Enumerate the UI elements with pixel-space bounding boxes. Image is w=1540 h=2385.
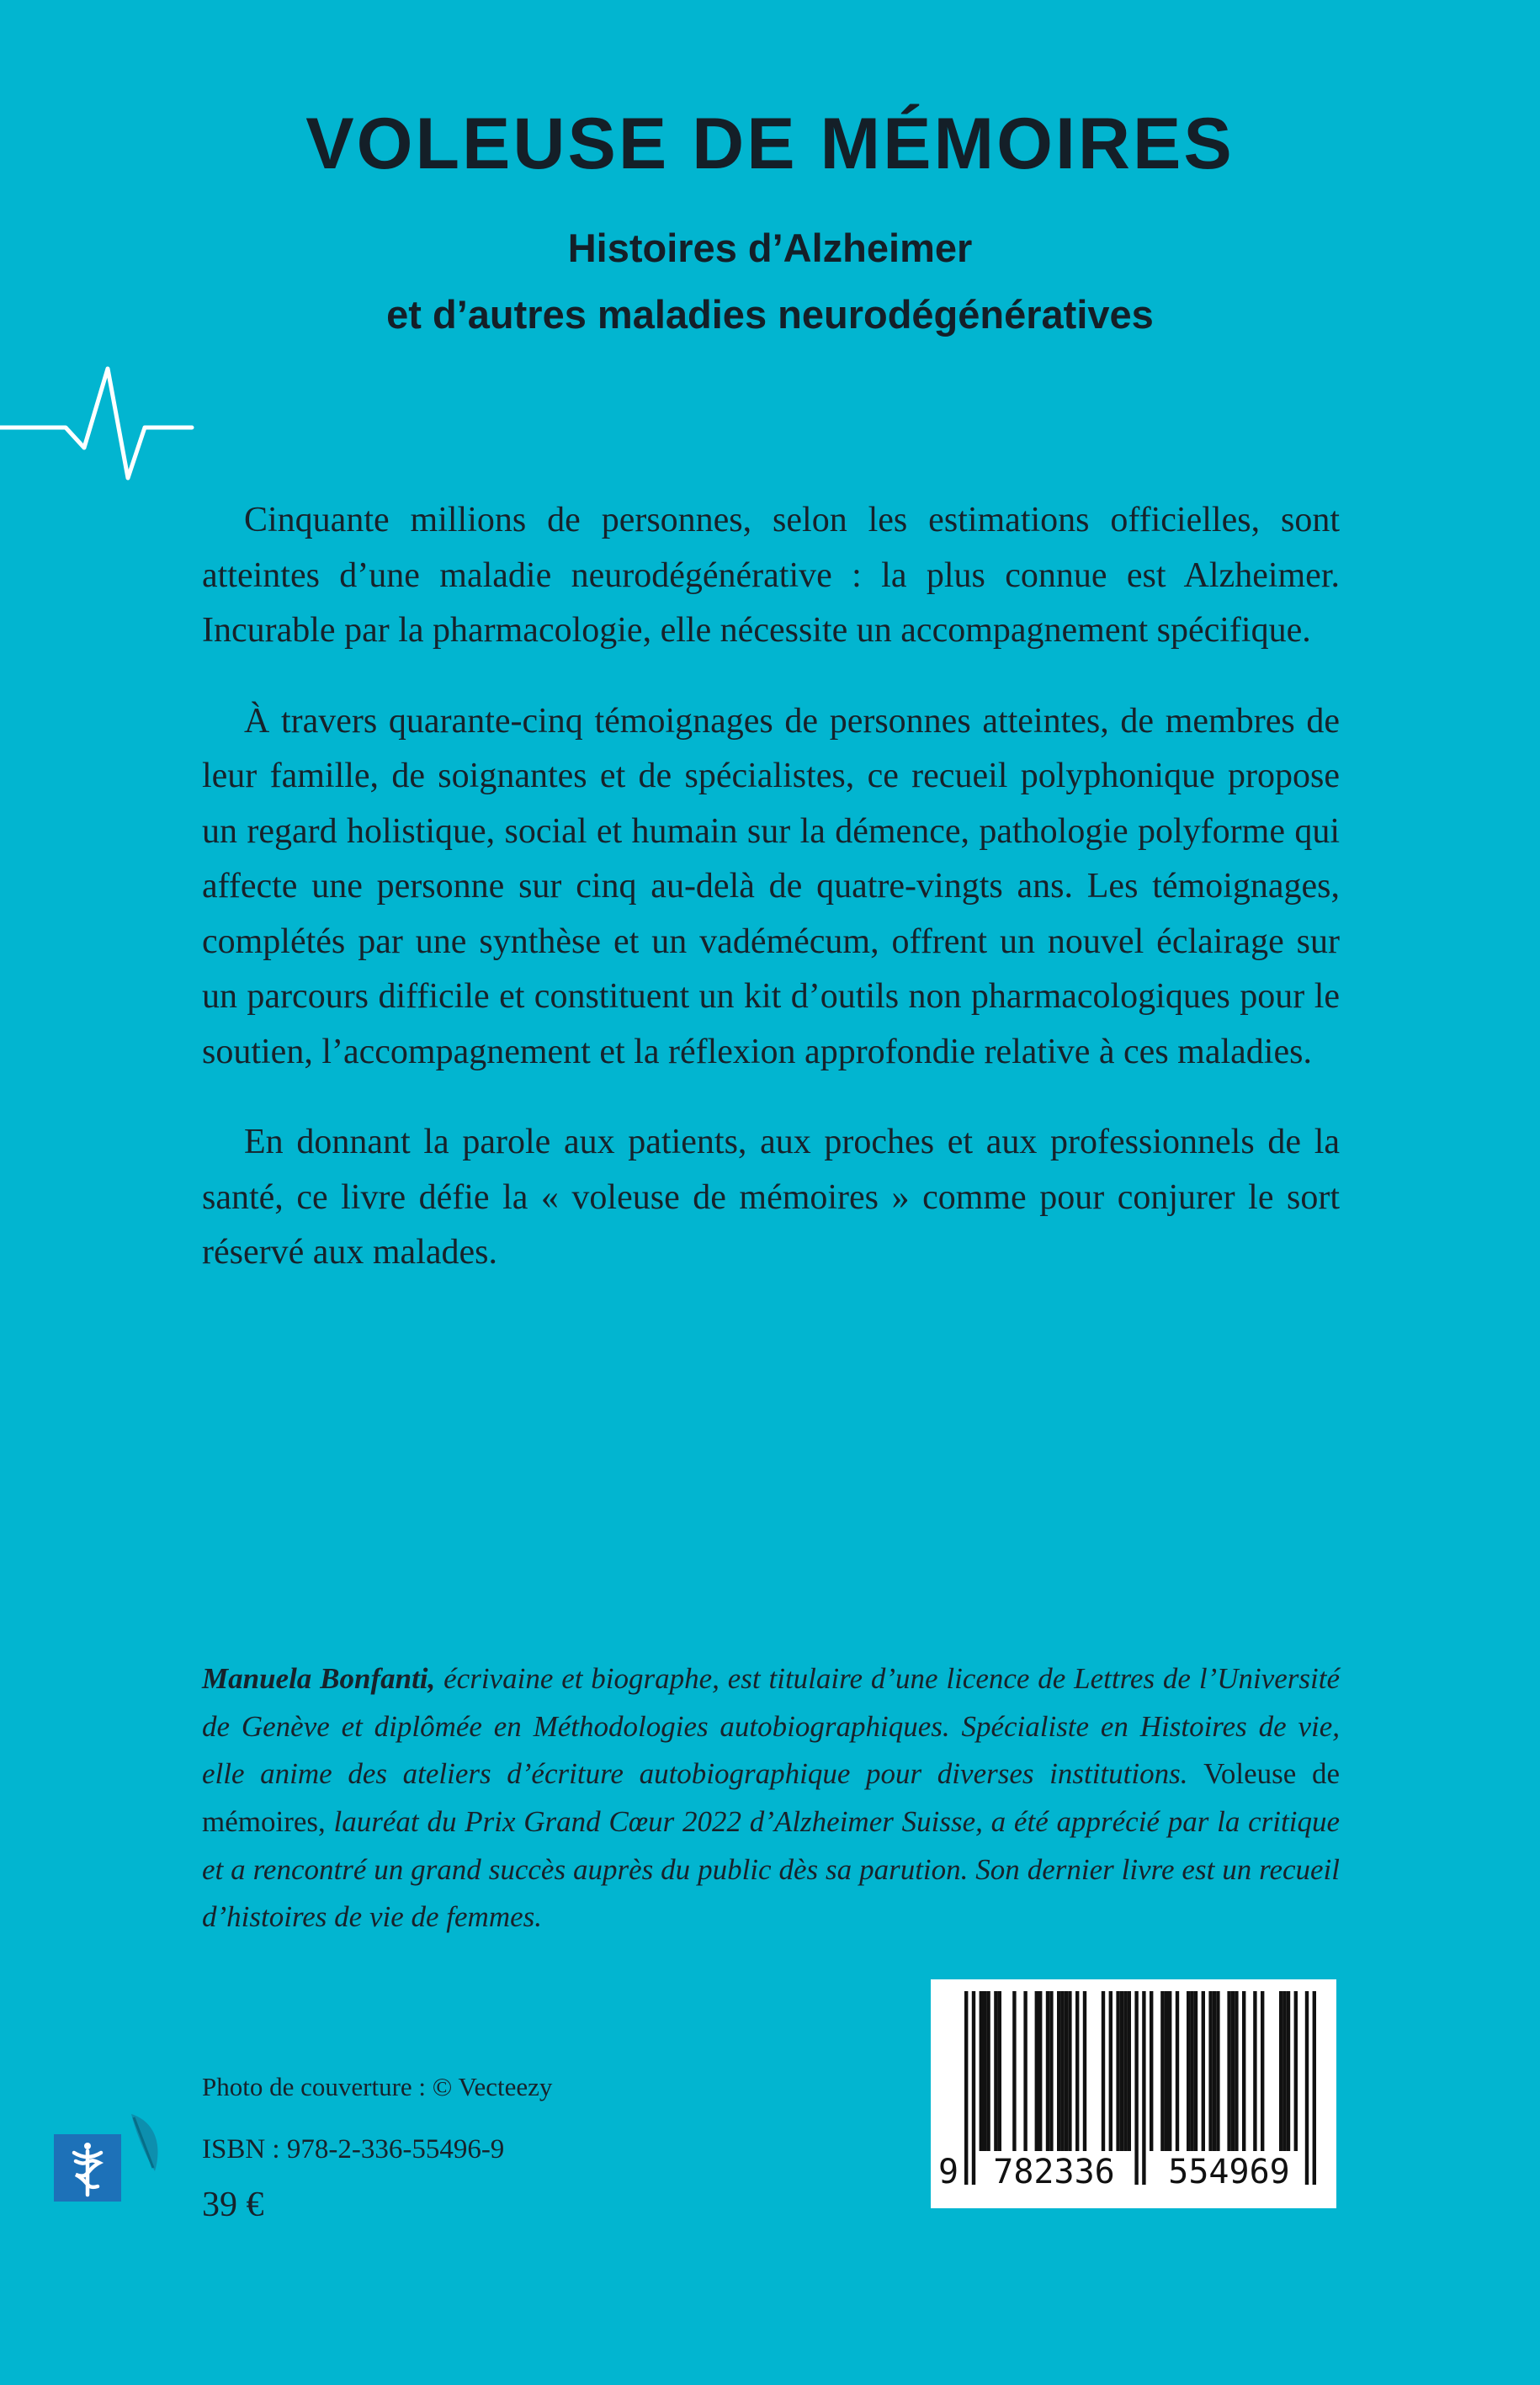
price-text: 39 € [202, 2186, 264, 2224]
synopsis [202, 493, 1340, 1316]
barcode-digit-group1: 782336 [993, 2153, 1115, 2191]
bio-segment: écrivaine et biographe, est titulaire d’une licence de Lettres de l’Université de Genève et diplômée en Méthodologies autobiographiques. Spécialiste en Histoires de vie, elle anime des ateliers d’écriture autobiographique pour diverses institutions. [202, 1662, 1340, 1791]
ekg-heartbeat-icon [0, 353, 202, 497]
feather-icon [131, 2114, 158, 2171]
bio-segment: Manuela Bonfanti, [202, 1662, 436, 1695]
barcode [931, 1979, 1336, 2208]
barcode-digit-left: 9 [937, 2153, 959, 2191]
publisher-logo-icon [50, 2109, 227, 2207]
subtitle-line-2: et d’autres maladies neurodégénératives [386, 291, 1154, 337]
author-bio [202, 1655, 1340, 1941]
synopsis-paragraph-2: À travers quarante-cinq témoignages de personnes atteintes, de membres de leur famille, de soignantes et de spécialistes, ce recueil polyphonique propose un regard holistique, social et humain sur la démence, pathologie polyforme qui affecte une personne sur cinq au-delà de quatre-vingts ans. Les témoignages, complétés par une synthèse et un vadémécum, offrent un nouvel éclairage sur un parcours difficile et constituent un kit d’outils non pharmacologiques pour le soutien, l’accompagnement et la réflexion approfondie relative à ces maladies. [202, 701, 1340, 1071]
book-title: VOLEUSE DE MÉMOIRES [305, 104, 1235, 184]
bio-segment: lauréat du Prix Grand Cœur 2022 d’Alzheimer Suisse, a été apprécié par la critique et a rencontré un grand succès auprès du public dès sa parution. Son dernier livre est un recueil d’histoires de vie de femmes. [202, 1805, 1340, 1934]
isbn-text: ISBN : 978-2-336-55496-9 [202, 2134, 505, 2165]
barcode-digit-group2: 554969 [1168, 2153, 1290, 2191]
subtitle-line-1: Histoires d’Alzheimer [567, 226, 973, 270]
book-subtitle [0, 215, 1540, 348]
synopsis-paragraph-3: En donnant la parole aux patients, aux proches et aux professionnels de la santé, ce livre défie la « voleuse de mémoires » comme pour conjurer le sort réservé aux malades. [202, 1123, 1340, 1272]
synopsis-paragraph-1: Cinquante millions de personnes, selon les estimations officielles, sont atteintes d’une maladie neurodégénérative : la plus connue est Alzheimer. Incurable par la pharmacologie, elle nécessite un accompagnement spécifique. [202, 501, 1340, 651]
bio-segment: Voleuse de mémoires, [202, 1757, 1340, 1839]
photo-credit: Photo de couverture : © Vecteezy [202, 2072, 553, 2101]
